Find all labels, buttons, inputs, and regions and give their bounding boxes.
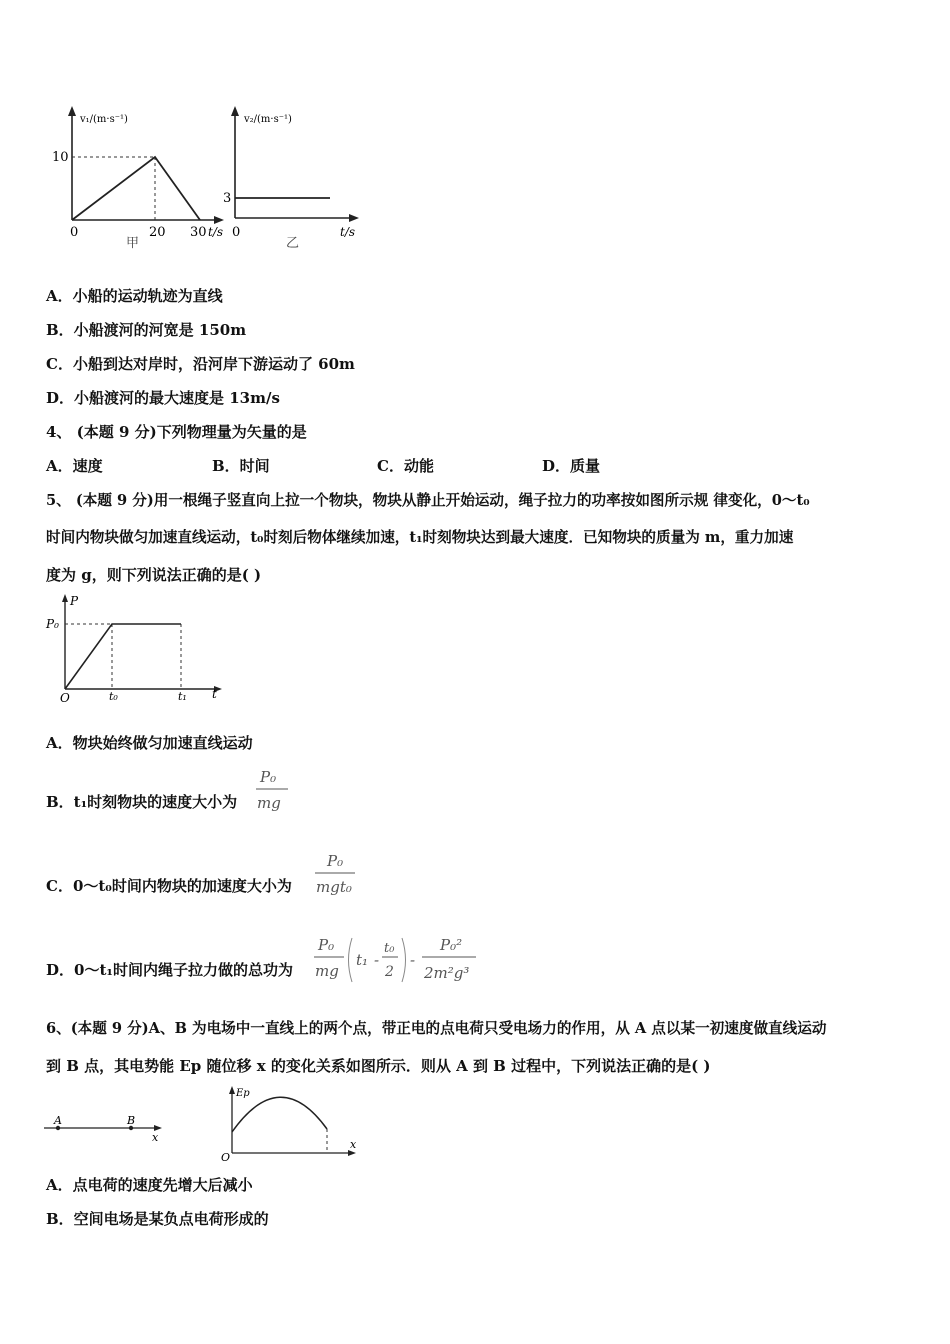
q4-option-c: C．动能 bbox=[377, 457, 434, 475]
svg-text:-: - bbox=[374, 951, 380, 969]
graph-caption: 甲 bbox=[126, 236, 140, 251]
svg-text:t₁: t₁ bbox=[356, 951, 369, 969]
q5-option-c: C．0～t₀时间内物块的加速度大小为 bbox=[46, 877, 292, 895]
x-tick-30: 30 bbox=[190, 225, 207, 240]
y-tick-p0: P₀ bbox=[46, 617, 59, 631]
q6-option-b: B．空间电场是某负点电荷形成的 bbox=[46, 1210, 269, 1228]
x-axis-label: x bbox=[152, 1131, 159, 1144]
svg-text:mgt₀: mgt₀ bbox=[316, 878, 352, 896]
y-axis-label: v₁/(m·s⁻¹) bbox=[80, 114, 128, 125]
x-tick-t1: t₁ bbox=[178, 690, 187, 703]
q4-stem: 4、 (本题 9 分)下列物理量为矢量的是 bbox=[46, 423, 307, 441]
origin-label: O bbox=[60, 691, 70, 705]
x-tick-0: 0 bbox=[70, 225, 79, 240]
y-tick-10: 10 bbox=[52, 150, 69, 165]
svg-text:P₀: P₀ bbox=[327, 852, 344, 870]
svg-text:mg: mg bbox=[315, 962, 339, 980]
ab-line-figure bbox=[40, 1110, 170, 1150]
q5-formula-d bbox=[312, 932, 482, 988]
x-axis-label: t/s bbox=[340, 225, 356, 239]
q4-option-a: A．速度 bbox=[46, 457, 103, 475]
q6-stem-line1: 6、(本题 9 分)A、B 为电场中一直线上的两个点，带正电的点电荷只受电场力的作用，从 A 点以某一初速度做直线运动 bbox=[46, 1020, 827, 1037]
q5-stem-line3: 度为 g，则下列说法正确的是( ) bbox=[46, 566, 262, 584]
svg-text:2m²g³: 2m²g³ bbox=[424, 964, 470, 982]
svg-text:t₀: t₀ bbox=[384, 941, 395, 956]
x-axis-label: t/s bbox=[208, 225, 224, 239]
velocity-graph-yi bbox=[220, 100, 370, 260]
q3-option-b: B．小船渡河的河宽是 150m bbox=[46, 321, 247, 339]
svg-text:mg: mg bbox=[257, 794, 281, 812]
x-tick-20: 20 bbox=[149, 225, 166, 240]
q5-formula-b bbox=[254, 764, 294, 816]
svg-text:P₀²: P₀² bbox=[440, 936, 463, 954]
x-axis-label: x bbox=[350, 1138, 357, 1151]
svg-text:-: - bbox=[410, 951, 416, 969]
point-a-label: A bbox=[54, 1114, 62, 1127]
svg-text:2: 2 bbox=[385, 964, 394, 980]
ep-x-graph bbox=[215, 1082, 365, 1162]
q6-option-a: A．点电荷的速度先增大后减小 bbox=[46, 1176, 253, 1194]
graph-caption: 乙 bbox=[286, 236, 300, 251]
q6-stem-line2: 到 B 点，其电势能 Ep 随位移 x 的变化关系如图所示．则从 A 到 B 过程中，下列说法正确的是( ) bbox=[46, 1057, 711, 1075]
q4-option-b: B．时间 bbox=[212, 457, 270, 475]
x-tick-t0: t₀ bbox=[109, 690, 118, 703]
y-tick-3: 3 bbox=[223, 191, 232, 206]
y-axis-label: Ep bbox=[236, 1088, 250, 1099]
q5-stem-line2: 时间内物块做匀加速直线运动，t₀时刻后物体继续加速，t₁时刻物块达到最大速度．已知物块的质量为 m，重力加速 bbox=[46, 529, 794, 546]
y-axis-label: v₂/(m·s⁻¹) bbox=[244, 114, 292, 125]
power-time-graph bbox=[40, 590, 240, 710]
velocity-graph-jia bbox=[40, 100, 230, 260]
q5-formula-c bbox=[313, 848, 359, 900]
q5-option-b: B．t₁时刻物块的速度大小为 bbox=[46, 793, 238, 811]
q3-option-d: D．小船渡河的最大速度是 13m/s bbox=[46, 389, 280, 407]
q4-option-d: D．质量 bbox=[542, 457, 601, 475]
x-tick-0: 0 bbox=[232, 225, 241, 240]
q3-option-a: A．小船的运动轨迹为直线 bbox=[46, 287, 223, 305]
q3-option-c: C．小船到达对岸时，沿河岸下游运动了 60m bbox=[46, 355, 355, 373]
y-axis-label: P bbox=[70, 594, 79, 608]
q5-option-d: D．0～t₁时间内绳子拉力做的总功为 bbox=[46, 961, 293, 979]
q5-stem-line1: 5、 (本题 9 分)用一根绳子竖直向上拉一个物块，物块从静止开始运动，绳子拉力的功率按如图所示规 律变化，0～t₀ bbox=[46, 492, 810, 509]
point-b-label: B bbox=[127, 1114, 136, 1127]
x-axis-label: t bbox=[212, 687, 217, 701]
q5-option-a: A．物块始终做匀加速直线运动 bbox=[46, 734, 253, 752]
svg-text:P₀: P₀ bbox=[260, 768, 277, 786]
svg-text:P₀: P₀ bbox=[318, 936, 335, 954]
origin-label: O bbox=[221, 1151, 231, 1162]
